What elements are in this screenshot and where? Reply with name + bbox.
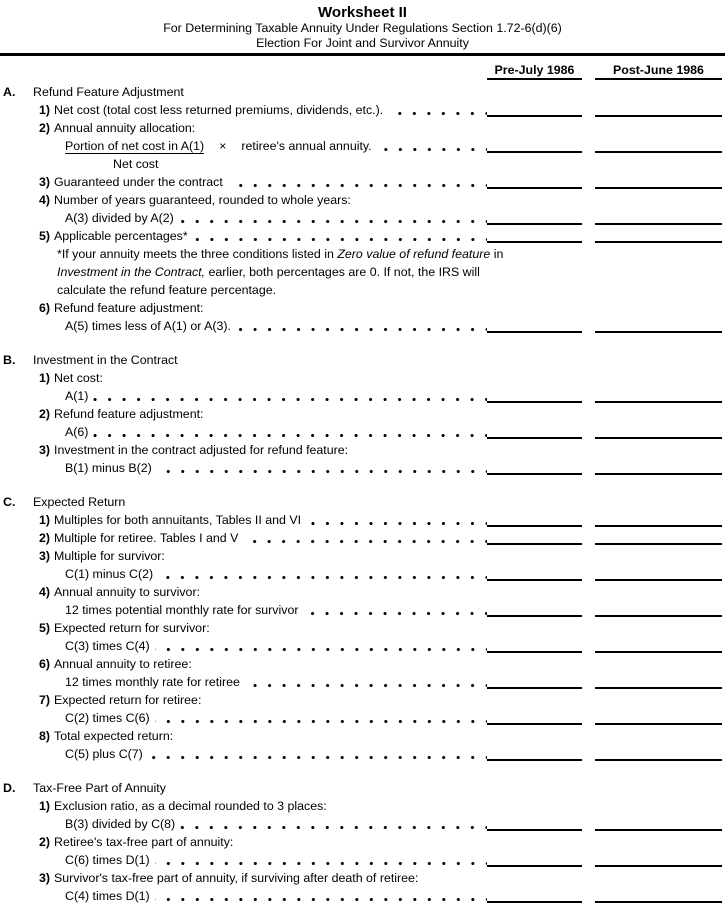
worksheet-row: [0, 637, 725, 655]
worksheet-row: [0, 583, 725, 601]
worksheet-row: [0, 119, 725, 137]
item-number: 1): [39, 103, 51, 117]
page-subtitle-election: Election For Joint and Survivor Annuity: [256, 36, 469, 50]
entry-line-post-june[interactable]: [595, 173, 722, 189]
item-number: 6): [39, 657, 51, 671]
worksheet-row: [0, 691, 725, 709]
section-title: Tax-Free Part of Annuity: [33, 781, 166, 795]
row-label: [0, 583, 725, 601]
section-letter: A.: [3, 85, 16, 99]
entry-line-pre-july[interactable]: [487, 101, 582, 117]
item-text: Exclusion ratio, as a decimal rounded to 3 places:: [54, 799, 327, 813]
entry-line-post-june[interactable]: [595, 565, 722, 581]
worksheet-row: [0, 137, 725, 155]
section-title: Expected Return: [33, 495, 126, 509]
entry-line-post-june[interactable]: [595, 673, 722, 689]
worksheet-row: [0, 387, 725, 405]
dot-leader: [93, 387, 487, 405]
multiply-sign: ×: [219, 139, 227, 153]
row-label: [0, 369, 725, 387]
worksheet-row: [0, 833, 725, 851]
row-label: [0, 423, 88, 441]
worksheet-row: [0, 423, 725, 441]
worksheet-row: [0, 369, 725, 387]
row-label: [0, 869, 725, 887]
row-label: [0, 173, 223, 191]
item-number: 5): [39, 229, 51, 243]
entry-line-pre-july[interactable]: [487, 601, 582, 617]
section-heading-b: [0, 351, 725, 369]
item-text: Annual annuity to retiree:: [54, 657, 192, 671]
entry-line-post-june[interactable]: [595, 423, 722, 439]
entry-line-post-june[interactable]: [595, 601, 722, 617]
worksheet-row: [0, 655, 725, 673]
dot-leader: [179, 209, 487, 227]
item-text: Net cost (total cost less returned premiums, dividends, etc.).: [54, 103, 384, 117]
item-text: Expected return for survivor:: [54, 621, 210, 635]
item-text: Applicable percentages*: [54, 229, 188, 243]
worksheet-row: [0, 815, 725, 833]
row-label: [0, 565, 153, 583]
worksheet-row: [0, 101, 725, 119]
item-text: Refund feature adjustment:: [54, 407, 204, 421]
item-number: 3): [39, 549, 51, 563]
item-text: Refund feature adjustment:: [54, 301, 204, 315]
sub-item-text: A(5) times less of A(1) or A(3).: [65, 319, 231, 333]
item-text: Survivor's tax-free part of annuity, if surviving after death of retiree:: [54, 871, 419, 885]
dot-leader: [155, 887, 487, 905]
item-text: Multiples for both annuitants, Tables II and VI: [54, 513, 302, 527]
dot-leader: [303, 601, 487, 619]
worksheet-row: [0, 709, 725, 727]
entry-line-pre-july[interactable]: [487, 227, 582, 243]
dot-leader: [180, 815, 487, 833]
entry-line-pre-july[interactable]: [487, 887, 582, 903]
entry-line-post-june[interactable]: [595, 815, 722, 831]
row-label: [0, 101, 383, 119]
entry-line-pre-july[interactable]: [487, 173, 582, 189]
entry-line-post-june[interactable]: [595, 459, 722, 475]
worksheet-row: [0, 565, 725, 583]
row-label: [0, 529, 238, 547]
entry-line-post-june[interactable]: [595, 209, 722, 225]
entry-line-post-june[interactable]: [595, 101, 722, 117]
sub-item-text: B(3) divided by C(8): [65, 817, 176, 831]
item-text: Investment in the contract adjusted for refund feature:: [54, 443, 349, 457]
sub-item-text: C(1) minus C(2): [65, 567, 154, 581]
dot-leader: [245, 673, 487, 691]
worksheet-row: [0, 191, 725, 209]
entry-line-pre-july[interactable]: [487, 709, 582, 725]
dot-leader: [93, 423, 487, 441]
item-text: Expected return for retiree:: [54, 693, 202, 707]
fraction-row-label: [0, 137, 372, 155]
section-letter: D.: [3, 781, 16, 795]
row-label: [0, 299, 725, 317]
sub-item-text: A(6): [65, 425, 89, 439]
sub-item-text: C(4) times D(1): [65, 889, 150, 903]
worksheet-row: [0, 619, 725, 637]
entry-line-post-june[interactable]: [595, 511, 722, 527]
worksheet-row: [0, 299, 725, 317]
row-label: [0, 191, 725, 209]
footnote-text: earlier, both percentages are 0. If not, the IRS will: [205, 265, 480, 279]
entry-line-pre-july[interactable]: [487, 387, 582, 403]
row-label: [0, 209, 174, 227]
item-text: Annual annuity to survivor:: [54, 585, 201, 599]
section-letter: B.: [3, 353, 16, 367]
row-label: [0, 227, 188, 245]
entry-line-pre-july[interactable]: [487, 137, 582, 153]
dot-leader: [236, 317, 487, 335]
footnote-line: [0, 281, 725, 299]
worksheet-row: [0, 797, 725, 815]
item-text: Retiree's tax-free part of annuity:: [54, 835, 234, 849]
sub-item-text: B(1) minus B(2): [65, 461, 152, 475]
dot-leader: [306, 511, 487, 529]
row-label: [0, 441, 725, 459]
column-header-spacer: [0, 63, 487, 80]
worksheet-row: [0, 851, 725, 869]
item-number: 8): [39, 729, 51, 743]
entry-line-post-june[interactable]: [595, 745, 722, 761]
row-label: [0, 727, 725, 745]
dot-leader: [228, 173, 487, 191]
row-label: [0, 405, 725, 423]
worksheet-row: [0, 869, 725, 887]
worksheet-row: [0, 547, 725, 565]
section-letter: C.: [3, 495, 16, 509]
row-label: [0, 745, 143, 763]
worksheet-row: [0, 317, 725, 335]
worksheet-row: [0, 511, 725, 529]
entry-line-pre-july[interactable]: [487, 423, 582, 439]
entry-line-post-june[interactable]: [595, 851, 722, 867]
row-label: [0, 601, 298, 619]
row-label: [0, 619, 725, 637]
footnote-text: Zero value of refund feature: [337, 247, 491, 261]
sub-item-text: A(1): [65, 389, 89, 403]
item-text: Multiple for retiree. Tables I and V: [54, 531, 239, 545]
entry-line-pre-july[interactable]: [487, 529, 582, 545]
entry-line-pre-july[interactable]: [487, 815, 582, 831]
row-label: [0, 317, 231, 335]
footnote-text: calculate the refund feature percentage.: [57, 283, 277, 297]
worksheet-row: [0, 727, 725, 745]
sub-item-text: C(2) times C(6): [65, 711, 150, 725]
footnote-text: *If your annuity meets the three conditions listed in: [57, 247, 338, 261]
entry-line-post-june[interactable]: [595, 317, 722, 333]
item-number: 3): [39, 443, 51, 457]
row-label: [0, 119, 725, 137]
sub-item-text: 12 times monthly rate for retiree: [65, 675, 240, 689]
page-subtitle-regulations: For Determining Taxable Annuity Under Regulations Section 1.72-6(d)(6): [163, 21, 562, 35]
column-header-pre-july: Pre-July 1986: [487, 63, 582, 80]
section-c: [0, 493, 725, 763]
item-number: 4): [39, 193, 51, 207]
section-heading-c: [0, 493, 725, 511]
item-number: 2): [39, 407, 51, 421]
item-text: Annual annuity allocation:: [54, 121, 196, 135]
column-header-post-june: Post-June 1986: [595, 63, 722, 80]
item-text: Guaranteed under the contract: [54, 175, 223, 189]
sub-item-text: C(5) plus C(7): [65, 747, 143, 761]
dot-leader: [148, 745, 487, 763]
dot-leader: [157, 459, 487, 477]
item-number: 1): [39, 371, 51, 385]
row-label: [0, 637, 150, 655]
dot-leader: [155, 851, 487, 869]
sub-item-text: C(3) times C(4): [65, 639, 150, 653]
item-number: 1): [39, 513, 51, 527]
sub-item-text: 12 times potential monthly rate for survivor: [65, 603, 299, 617]
entry-line-post-june[interactable]: [595, 387, 722, 403]
fraction-rest-text: retiree's annual annuity.: [241, 139, 372, 153]
worksheet-row: [0, 441, 725, 459]
row-label: [0, 387, 88, 405]
worksheet-row: [0, 529, 725, 547]
section-title: Investment in the Contract: [33, 353, 178, 367]
row-label: [0, 459, 152, 477]
dot-leader: [155, 637, 487, 655]
worksheet-row: [0, 459, 725, 477]
row-label: [0, 709, 150, 727]
item-number: 6): [39, 301, 51, 315]
item-number: 2): [39, 835, 51, 849]
item-text: Multiple for survivor:: [54, 549, 165, 563]
header-divider: [0, 53, 725, 56]
worksheet-row: [0, 405, 725, 423]
row-label: [0, 547, 725, 565]
worksheet-row: [0, 745, 725, 763]
item-text: Total expected return:: [54, 729, 174, 743]
entry-line-pre-july[interactable]: [487, 673, 582, 689]
dot-leader: [377, 137, 487, 155]
worksheet-row: [0, 227, 725, 245]
dot-leader: [158, 565, 487, 583]
worksheet-row: [0, 209, 725, 227]
item-text: Number of years guaranteed, rounded to whole years:: [54, 193, 351, 207]
section-heading-d: [0, 779, 725, 797]
sub-item-text: C(6) times D(1): [65, 853, 150, 867]
entry-line-pre-july[interactable]: [487, 565, 582, 581]
dot-leader: [243, 529, 487, 547]
worksheet-row: [0, 673, 725, 691]
column-headers: [0, 63, 725, 80]
page-title: Worksheet II: [318, 4, 407, 21]
entry-line-pre-july[interactable]: [487, 637, 582, 653]
entry-line-post-june[interactable]: [595, 637, 722, 653]
sub-item-text: A(3) divided by A(2): [65, 211, 174, 225]
footnote-line: [0, 245, 725, 263]
fraction-numerator: Portion of net cost in A(1): [65, 139, 205, 153]
section-d: [0, 779, 725, 905]
row-label: [0, 511, 301, 529]
row-label: [0, 797, 725, 815]
dot-leader: [388, 101, 487, 119]
item-number: 5): [39, 621, 51, 635]
entry-line-pre-july[interactable]: [487, 459, 582, 475]
item-number: 4): [39, 585, 51, 599]
item-text: Net cost:: [54, 371, 103, 385]
entry-line-post-june[interactable]: [595, 887, 722, 903]
section-heading-a: [0, 83, 725, 101]
dot-leader: [155, 709, 487, 727]
row-label: [0, 691, 725, 709]
worksheet-body: [0, 83, 725, 905]
entry-line-post-june[interactable]: [595, 709, 722, 725]
row-label: [0, 673, 240, 691]
entry-line-pre-july[interactable]: [487, 511, 582, 527]
entry-line-post-june[interactable]: [595, 529, 722, 545]
footnote-text: Investment in the Contract,: [57, 265, 206, 279]
row-label: [0, 655, 725, 673]
worksheet-row: [0, 887, 725, 905]
row-label: [0, 851, 150, 869]
entry-line-pre-july[interactable]: [487, 745, 582, 761]
entry-line-post-june[interactable]: [595, 137, 722, 153]
entry-line-pre-july[interactable]: [487, 851, 582, 867]
footnote-text: in: [490, 247, 504, 261]
row-label: [0, 887, 150, 905]
item-number: 2): [39, 531, 51, 545]
section-a: [0, 83, 725, 335]
entry-line-pre-july[interactable]: [487, 209, 582, 225]
item-number: 3): [39, 871, 51, 885]
row-label: [0, 833, 725, 851]
entry-line-post-june[interactable]: [595, 227, 722, 243]
item-number: 2): [39, 121, 51, 135]
footnote-line: [0, 263, 725, 281]
section-title: Refund Feature Adjustment: [33, 85, 184, 99]
entry-line-pre-july[interactable]: [487, 317, 582, 333]
item-number: 1): [39, 799, 51, 813]
fraction-denominator: Net cost: [113, 157, 159, 171]
row-label: [0, 815, 175, 833]
worksheet-row: [0, 173, 725, 191]
dot-leader: [193, 227, 487, 245]
item-number: 7): [39, 693, 51, 707]
item-number: 3): [39, 175, 51, 189]
worksheet-row: [0, 601, 725, 619]
section-b: [0, 351, 725, 477]
